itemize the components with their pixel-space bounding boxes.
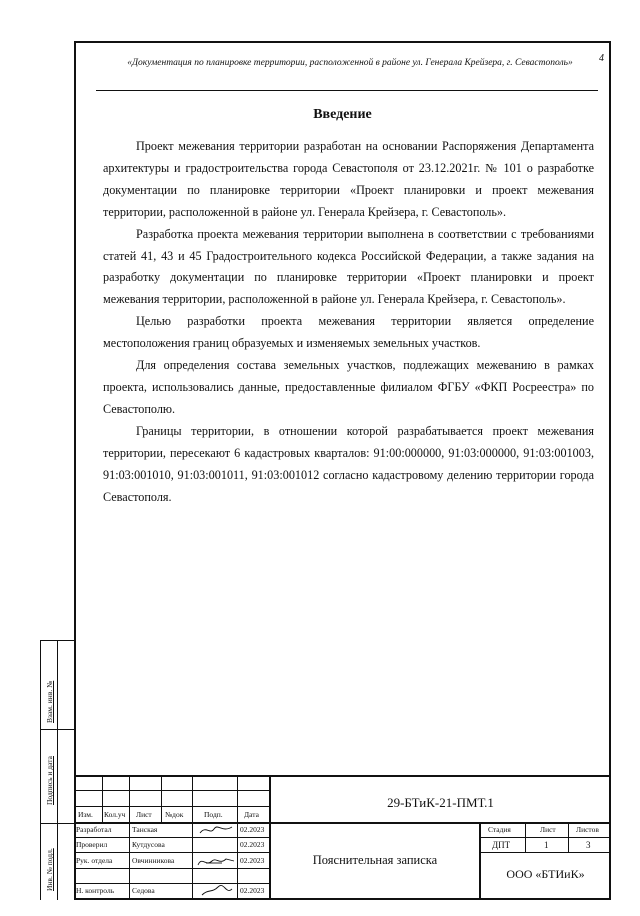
col-header-change: Изм.	[78, 810, 93, 819]
sheet-value: 1	[544, 840, 549, 850]
running-header: «Документация по планировке территории, расположенной в районе ул. Генерала Крейзера, г. Севастополь»	[127, 58, 573, 68]
sheet-header: Лист	[540, 825, 556, 834]
paragraph: Разработка проекта межевания территории выполнена в соответствии с требованиями статей 41, 43 и 45 Градостроительного кодекса Российской Федерации, а также задания на разработку документации по планировке территории «Проект планировки и проект межевания территории, расположенной в районе ул. Генерала Крейзера, г. Севастополь».	[103, 226, 594, 307]
side-stamp-divider	[41, 823, 75, 824]
side-label-signature-date: Подпись и дата	[45, 756, 54, 805]
row-name: Овчинникова	[132, 856, 175, 865]
row-name: Седова	[132, 886, 155, 895]
paragraph: Целью разработки проекта межевания территории является определение местоположения границ образуемых и изменяемых земельных участков.	[103, 314, 594, 351]
row-role: Рук. отдела	[76, 856, 113, 865]
col-header-count: Кол.уч	[104, 810, 126, 819]
row-date: 02.2023	[240, 856, 265, 865]
row-role: Разработал	[76, 825, 112, 834]
signature-scribble	[198, 823, 234, 837]
stage-header: Стадия	[488, 825, 511, 834]
stage-value: ДПТ	[492, 840, 511, 850]
organization-name: ООО «БТИиК»	[506, 867, 585, 881]
body-text	[103, 136, 594, 508]
header-rule	[96, 90, 598, 91]
col-header-sheet: Лист	[136, 810, 152, 819]
row-name: Танская	[132, 825, 158, 834]
paragraph: Проект межевания территории разработан на основании Распоряжения Департамента архитектуры и градостроительства города Севастополя от 23.12.2021г. № 101 о разработке документации по планировке территории «Проект планировки и проект межевания территории, расположенной в районе ул. Генерала Крейзера, г. Севастополь».	[103, 139, 594, 219]
col-header-signature: Подп.	[204, 810, 223, 819]
document-title: Пояснительная записка	[312, 853, 438, 867]
title-block	[74, 775, 611, 900]
row-role: Проверил	[76, 840, 108, 849]
col-header-date: Дата	[244, 810, 259, 819]
side-label-original-inv: Инв. № подл.	[45, 848, 54, 891]
sheets-total-value: 3	[586, 840, 591, 850]
document-code: 29-БТиК-21-ПМТ.1	[387, 795, 494, 810]
paragraph: Границы территории, в отношении которой разрабатывается проект межевания территории, пересекают 6 кадастровых кварталов: 91:00:000000, 91:03:000000, 91:03:001003, 91:03:001010, 91:03:001011, 91:03:001012 согласно кадастровому делению территории города Севастополя.	[103, 423, 594, 504]
section-title: Введение	[313, 107, 372, 122]
page-number: 4	[599, 53, 604, 64]
row-date: 02.2023	[240, 825, 265, 834]
row-role: Н. контроль	[76, 886, 115, 895]
col-header-doc-no: №док	[165, 810, 184, 819]
row-date: 02.2023	[240, 840, 265, 849]
side-label-replacement-inv: Взам. инв. №	[45, 680, 54, 723]
row-date: 02.2023	[240, 886, 265, 895]
signature-scribble	[200, 883, 234, 899]
paragraph: Для определения состава земельных участков, подлежащих межеванию в рамках проекта, использовались данные, предоставленные филиалом ФГБУ «ФКП Росреестра» по Севастополю.	[103, 358, 594, 416]
side-stamp	[40, 640, 74, 900]
side-stamp-divider	[41, 729, 75, 730]
row-name: Кутдусова	[132, 840, 165, 849]
sheets-total-header: Листов	[576, 825, 599, 834]
signature-scribble	[196, 853, 236, 869]
